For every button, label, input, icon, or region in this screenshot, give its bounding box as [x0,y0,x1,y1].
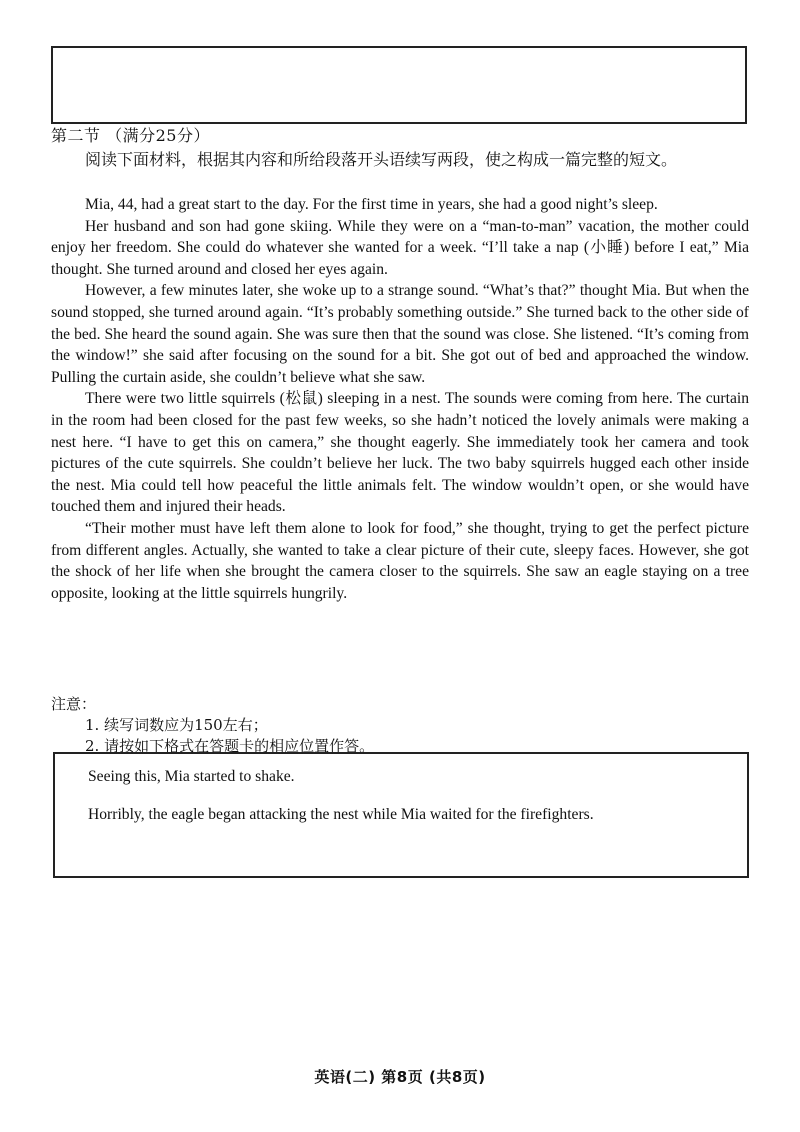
section-instruction: 阅读下面材料，根据其内容和所给段落开头语续写两段，使之构成一篇完整的短文。 [85,150,678,169]
story-paragraph: There were two little squirrels (松鼠) sleeping in a nest. The sounds were coming from here. The curtain in the room had been closed for the past few weeks, so she hadn’t noticed the lovely animals were making a nest here. “I have to get this on camera,” she thought eagerly. She immediately took her camera and took pictures of the cute squirrels. She couldn’t believe her luck. The two baby squirrels hugged each other inside the nest. Mia could tell how peaceful the little animals felt. The window wouldn’t open, or she would have touched them and injured their heads. [51,390,749,516]
section-heading: 第二节 （满分25分） [51,126,210,145]
paragraph-starter-1: Seeing this, Mia started to shake. [88,768,295,785]
story-paragraph: “Their mother must have left them alone to look for food,” she thought, trying to get the perfect picture from different angles. Actually, she wanted to take a clear picture of their cute, sleepy faces. However, she got the shock of her life when she brought the camera closer to the squirrels. She saw an eagle staying on a tree opposite, looking at the little squirrels hungrily. [51,519,749,602]
previous-answer-box [51,46,747,124]
page-footer: 英语(二) 第8页 (共8页) [314,1068,486,1086]
answer-format-box [53,752,749,878]
story-text [51,194,749,604]
story-paragraph: Her husband and son had gone skiing. While they were on a “man-to-man” vacation, the mother could enjoy her freedom. She could do whatever she wanted for a week. “I’ll take a nap (小睡) before I eat,” Mia thought. She turned around and closed her eyes again. [51,217,749,278]
notes-section [51,694,751,757]
story-paragraph: Mia, 44, had a great start to the day. For the first time in years, she had a good night’s sleep. [85,196,658,213]
notes-title: 注意： [51,695,97,713]
story-paragraph: However, a few minutes later, she woke up to a strange sound. “What’s that?” thought Mia. But when the sound stopped, she turned around again. “It’s probably something outside.” She turned back to the other side of the bed. She heard the sound again. She was sure then that the sound was close. She listened. “It’s coming from the window!” she said after focusing on the sound for a bit. She got out of bed and approached the window. Pulling the curtain aside, she couldn’t believe what she saw. [51,282,749,386]
note-item: 2. 请按如下格式在答题卡的相应位置作答。 [85,737,375,755]
paragraph-starter-2: Horribly, the eagle began attacking the nest while Mia waited for the firefighters. [88,806,594,823]
note-item: 1. 续写词数应为150左右； [85,716,268,734]
